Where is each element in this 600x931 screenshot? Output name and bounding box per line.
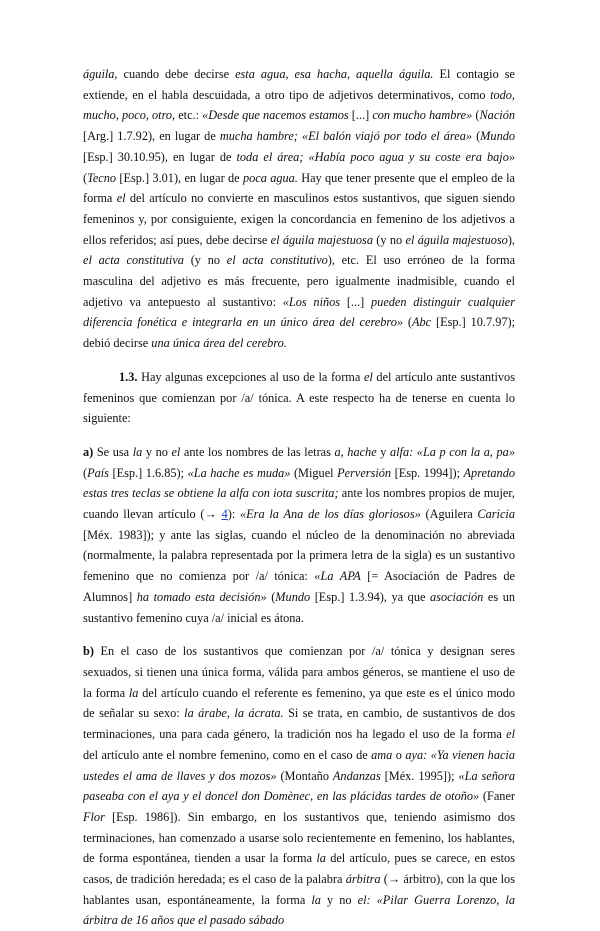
text-run: ), etc. El uso erróneo de la forma masculina del adjetivo es más frecuente, pero igualmente inadmisible, cuando el adjetivo va antepuesto al sustantivo: xyxy=(83,253,516,309)
italic-run: la xyxy=(128,685,139,700)
paragraph-agreement-errors xyxy=(83,64,515,354)
cross-reference-link[interactable]: 4 xyxy=(221,507,228,522)
text-run: del artículo no convierte en masculinos estos sustantivos, que siguen siendo femeninos y, por consiguiente, exigen la concordancia en femenino de los adjetivos a ellos referidos; así pues, debe decirse xyxy=(83,191,515,247)
text-run: y xyxy=(376,444,390,459)
text-run: ( xyxy=(472,108,480,123)
text-run: ( xyxy=(266,589,276,604)
italic-run: País xyxy=(87,465,109,480)
text-run: Hay algunas excepciones al uso de la forma xyxy=(137,369,364,384)
text-run: [Esp.] 10.7.97); debió decirse xyxy=(83,315,516,351)
document-page xyxy=(83,64,515,931)
italic-run: «La hache es muda» xyxy=(187,465,291,480)
item-a-body xyxy=(83,445,515,625)
text-run: El contagio se extiende, en el habla descuidada, a otro tipo de adjetivos determinativos, como xyxy=(83,67,515,102)
text-run: del artículo ante el nombre femenino, como en el caso de xyxy=(83,747,372,762)
item-b-body xyxy=(83,644,515,927)
text-run: [= Asociación de Padres de Alumnos] xyxy=(83,569,516,604)
text-run: cuando debe decirse xyxy=(117,67,236,81)
text-run: o xyxy=(392,747,406,762)
italic-run: el xyxy=(116,191,126,206)
italic-run: aya: «Ya vienen hacia ustedes el ama de llaves y dos mozos» xyxy=(83,747,515,783)
italic-run: Perversión xyxy=(337,465,392,480)
text-run: En el caso de los sustantivos que comienzan por /a/ tónica y designan seres sexuados, si tienen una única forma, válida para ambos géneros, se mantiene el uso de la forma xyxy=(83,644,515,700)
italic-run: con mucho hambre» xyxy=(372,108,473,123)
italic-run: la árabe, la ácrata. xyxy=(184,706,284,721)
text-run: [Esp.] 3.01), en lugar de xyxy=(116,170,243,185)
text-run: [...] xyxy=(348,108,373,123)
italic-run: todo, mucho, poco, otro, xyxy=(83,87,515,123)
text-run: (y no xyxy=(183,253,227,268)
text-run: [Esp. 1986]). Sin embargo, en los sustantivos que, teniendo asimismo dos terminaciones, han comenzado a usarse solo recientemente en femenino, los hablantes, de forma espontánea, tienden a usar la forma xyxy=(83,809,515,866)
italic-run: árbitra xyxy=(345,872,381,887)
italic-run: «Los niños xyxy=(282,294,341,309)
text-run: (Faner xyxy=(479,789,515,804)
italic-run: asociación xyxy=(430,589,484,604)
text-run: (y no xyxy=(372,232,406,247)
italic-run: la xyxy=(132,444,143,459)
text-run: (→ árbitro), con la que los hablantes usan, espontáneamente, la forma xyxy=(83,872,515,907)
text-run: [Méx. 1995]); xyxy=(380,768,459,783)
text-run: (Montaño xyxy=(276,768,333,783)
italic-run: una única área del cerebro. xyxy=(151,336,287,351)
text-run: ), xyxy=(507,232,515,247)
text-run: etc.: xyxy=(175,108,203,123)
italic-run: el xyxy=(506,727,515,742)
text-run: [Esp. 1994]); xyxy=(391,465,464,480)
italic-run: la xyxy=(316,851,326,866)
italic-run: el acta constitutiva xyxy=(83,253,184,268)
section-1-3 xyxy=(83,367,515,429)
italic-run: Andanzas xyxy=(332,768,381,783)
italic-run: mucha hambre; «El balón viajó por todo el área» xyxy=(219,129,473,144)
italic-run: águila, xyxy=(83,67,118,81)
text-run: ( xyxy=(83,465,88,480)
italic-run: el águila majestuoso xyxy=(405,232,508,247)
text-run: (Aguilera xyxy=(420,507,478,522)
italic-run: a, hache xyxy=(334,444,377,459)
text-run: ( xyxy=(472,129,481,144)
text-run: [Esp.] 30.10.95), en lugar de xyxy=(83,149,237,164)
text-run: ): xyxy=(227,507,241,522)
text-run: Se usa xyxy=(93,444,133,459)
italic-run: pueden distinguir cualquier diferencia fonética e integrarla en un único área del cerebro» xyxy=(83,294,515,330)
italic-run: Caricia xyxy=(477,507,515,522)
italic-run: «Desde que nacemos estamos xyxy=(202,108,349,123)
text-run: [Esp.] 1.3.94), ya que xyxy=(310,589,431,604)
text-run: Hay que tener presente que el empleo de la forma xyxy=(83,170,515,206)
italic-run: poca agua. xyxy=(242,170,298,185)
italic-run: alfa: «La p con la a, pa» xyxy=(389,444,515,459)
italic-run: el águila majestuosa xyxy=(270,232,373,247)
italic-run: «Era la Ana de los días gloriosos» xyxy=(240,507,421,522)
text-run: [Méx. 1983]); y ante las siglas, cuando el núcleo de la denominación no abreviada (normalmente, la palabra representada por la primera letra de la sigla) es un sustantivo femenino que no comienza por /a/ tónica: xyxy=(83,527,515,584)
italic-run: Nación xyxy=(479,108,516,123)
italic-run: Apretando estas tres teclas se obtiene la alfa con iota suscrita; xyxy=(83,465,516,501)
item-b-label: b) xyxy=(83,644,94,659)
item-a xyxy=(83,442,515,628)
text-run: (Miguel xyxy=(290,465,338,480)
item-b xyxy=(83,641,515,931)
italic-run: Abc xyxy=(412,315,432,330)
item-a-label: a) xyxy=(83,444,94,459)
text-run: y no xyxy=(320,892,358,907)
text-run: Si se trata, en cambio, de sustantivos de dos terminaciones, una para cada género, la tradición nos ha legado el uso de la forma xyxy=(83,706,515,742)
italic-run: la xyxy=(311,892,321,907)
italic-run: esta agua, esa hacha, aquella águila. xyxy=(235,67,434,81)
text-run: ( xyxy=(403,315,413,330)
text-run: ante los nombres de las letras xyxy=(180,444,335,459)
italic-run: Tecno xyxy=(87,170,117,185)
italic-run: Mundo xyxy=(275,589,311,604)
italic-run: Flor xyxy=(83,809,105,824)
text-run: del artículo cuando el referente es femenino, ya que este es el único modo de señalar su sexo: xyxy=(83,685,515,721)
italic-run: Mundo xyxy=(480,129,516,144)
italic-run: el: «Pilar Guerra Lorenzo, la árbitra de 16 años que el pasado sábado xyxy=(83,892,515,928)
text-run: del artículo ante sustantivos femeninos que comienzan por /a/ tónica. A este respecto ha de tenerse en cuenta lo siguiente: xyxy=(83,369,515,426)
section-number: 1.3. xyxy=(119,369,138,384)
text-run: ( xyxy=(83,170,88,185)
text-run: ante los nombres propios de mujer, cuando llevan artículo (→ xyxy=(83,486,515,522)
italic-run: ama xyxy=(371,747,393,762)
text-run: es un sustantivo femenino cuya /a/ inicial es átona. xyxy=(83,589,515,625)
section-1-3-body xyxy=(83,370,515,425)
italic-run: el acta constitutivo xyxy=(226,253,328,268)
text-run: [...] xyxy=(340,294,372,309)
italic-run: el xyxy=(171,444,181,459)
text-run: [Esp.] 1.6.85); xyxy=(108,465,188,480)
text-run: [Arg.] 1.7.92), en lugar de xyxy=(83,129,220,144)
italic-run: toda el área; «Había poco agua y su coste era bajo» xyxy=(236,149,515,164)
italic-run: «La señora paseaba con el aya y el doncel don Domènec, en las plácidas tardes de otoño» xyxy=(83,768,515,804)
text-run: del artículo, pues se carece, en estos casos, de tradición heredada; es el caso de la palabra xyxy=(83,851,515,887)
text-run: y no xyxy=(142,444,172,459)
italic-run: ha tomado esta decisión» xyxy=(136,589,267,604)
italic-run: el xyxy=(363,369,373,384)
italic-run: «La APA xyxy=(314,569,361,584)
